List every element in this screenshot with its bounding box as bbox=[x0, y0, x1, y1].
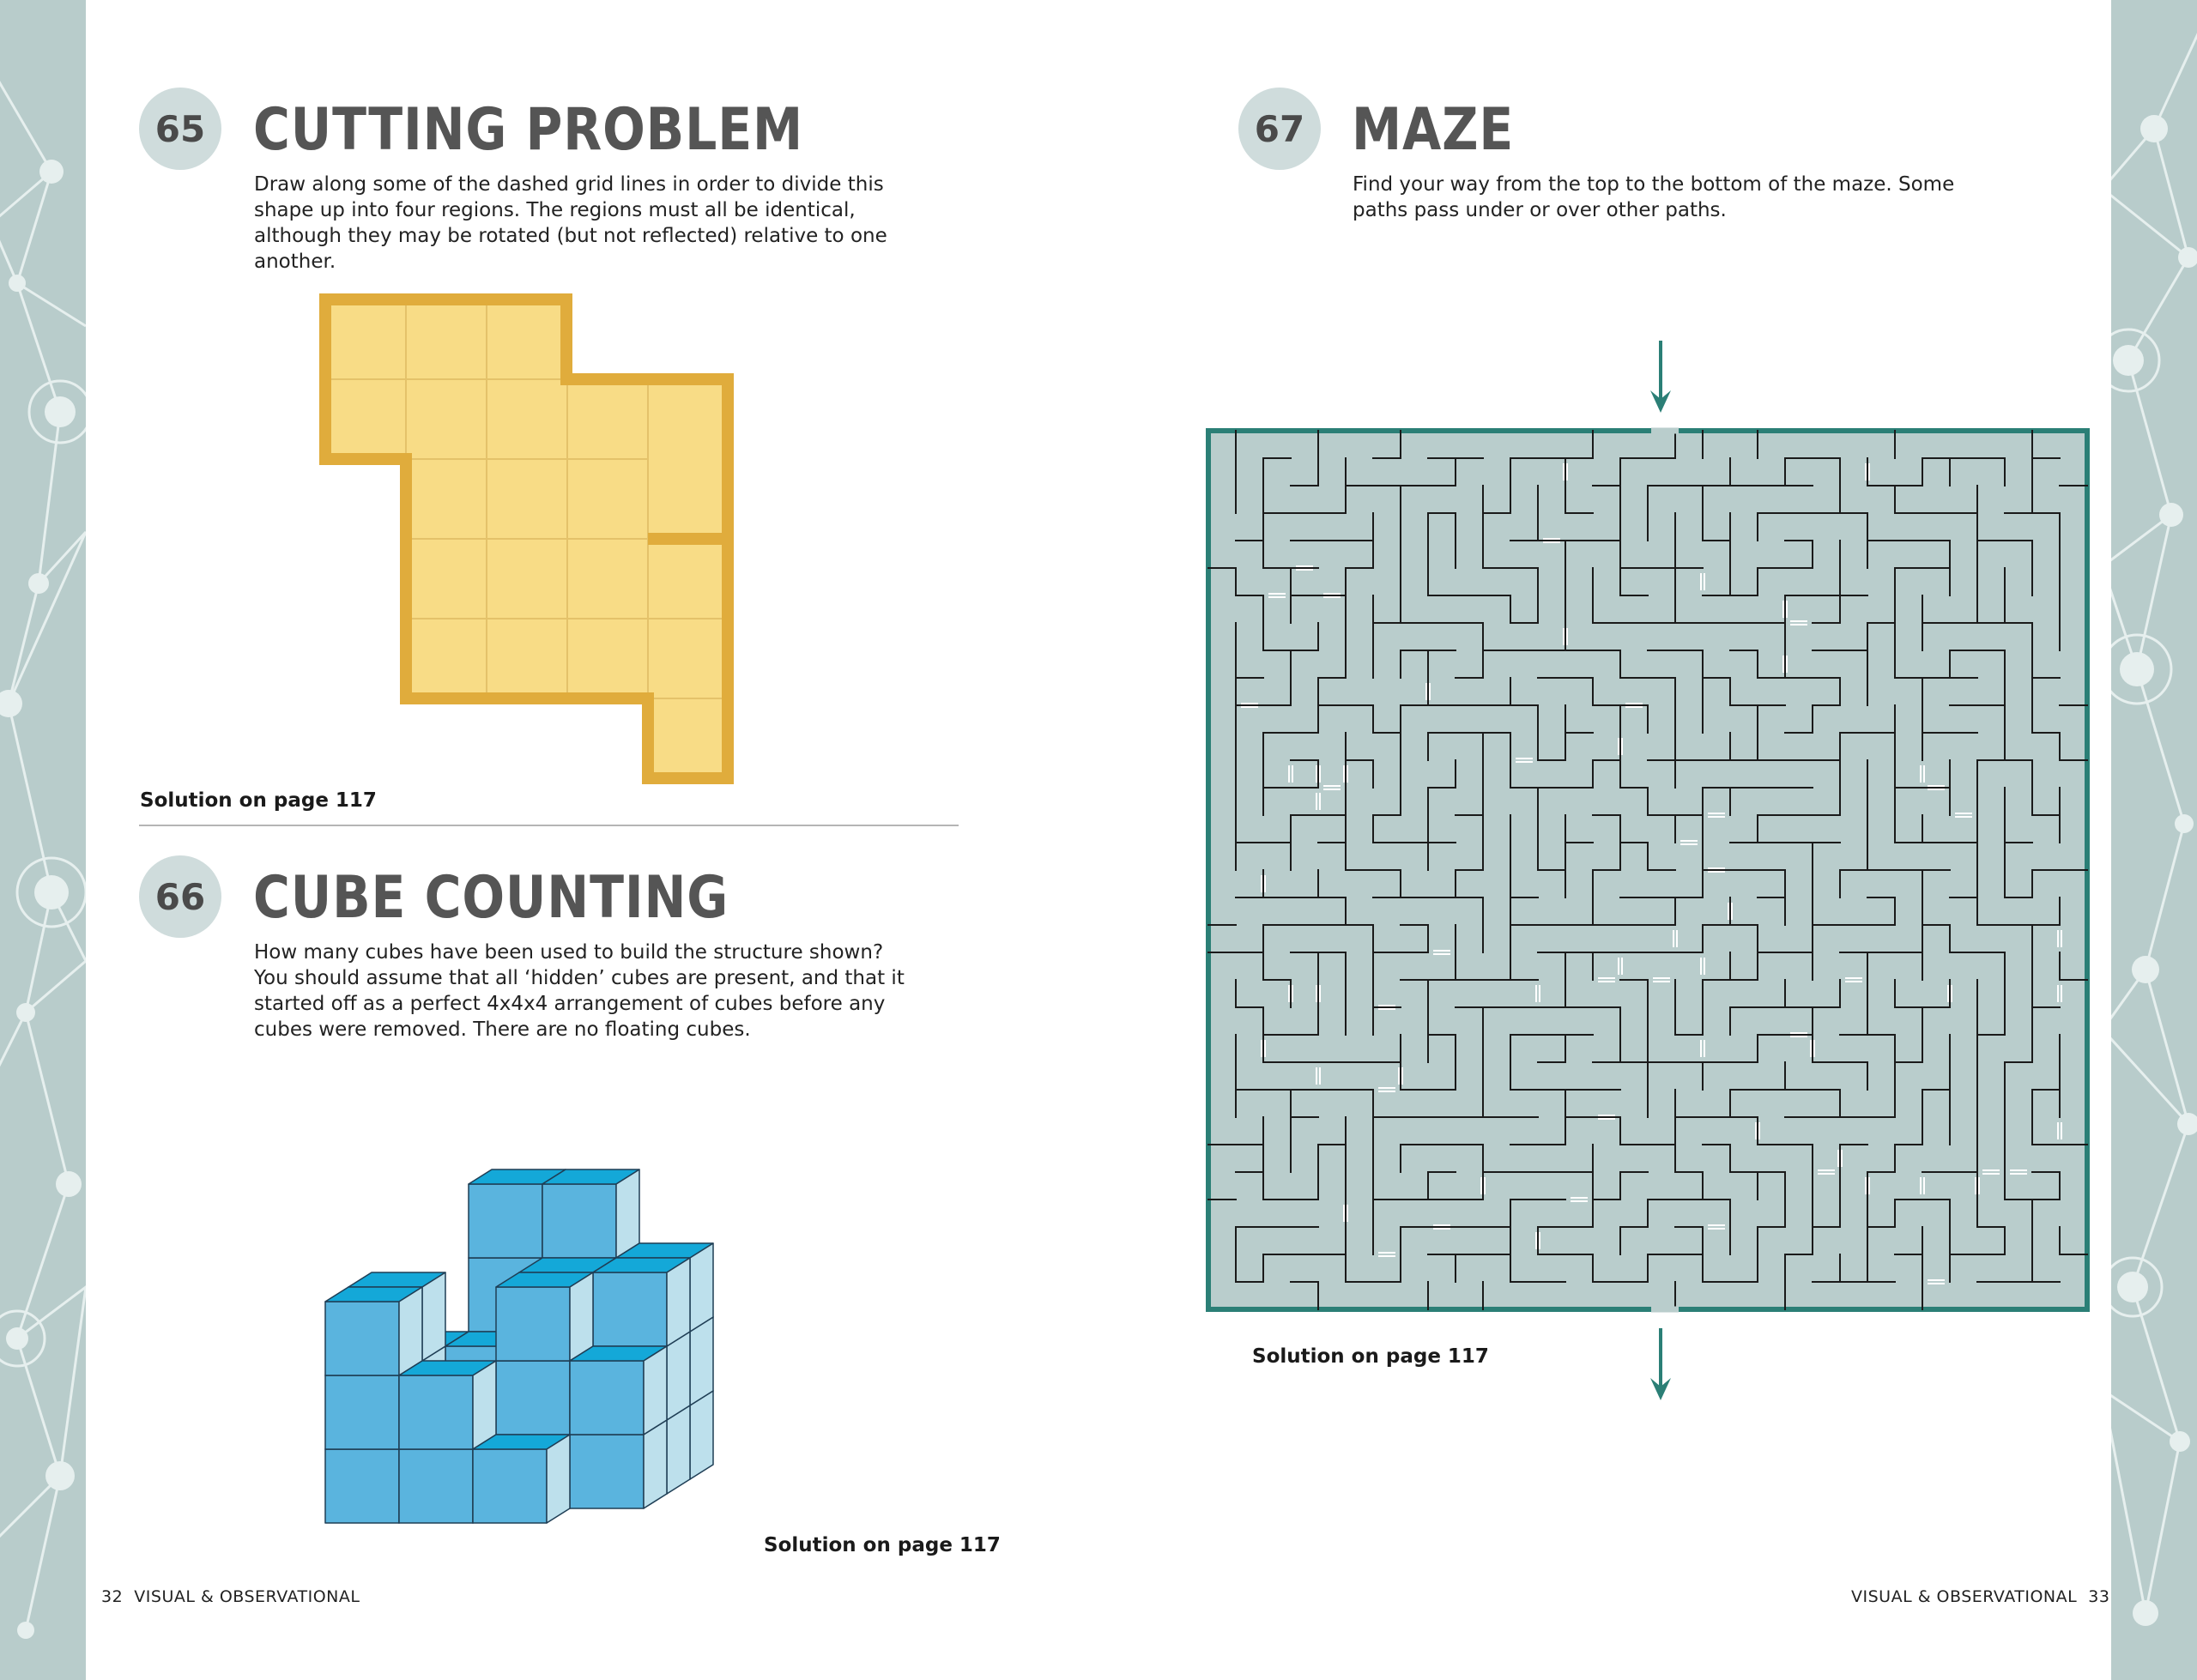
page-number-left: 32 bbox=[101, 1587, 124, 1606]
cube-face bbox=[570, 1435, 644, 1508]
cube-face bbox=[496, 1287, 570, 1361]
puzzle-description-67: Find your way from the top to the bottom of the maze. Some paths pass under or over other paths. bbox=[1353, 173, 1955, 221]
puzzle-title-cube-counting: CUBE COUNTING bbox=[253, 864, 729, 932]
cube-face bbox=[690, 1317, 713, 1405]
puzzle-number-65: 65 bbox=[139, 88, 221, 170]
cube-face bbox=[570, 1272, 593, 1361]
maze bbox=[1205, 427, 2091, 1313]
puzzle-number-67: 67 bbox=[1238, 88, 1321, 170]
cube-face bbox=[690, 1243, 713, 1332]
cube-face bbox=[616, 1169, 639, 1258]
solution-note-66: Solution on page 117 bbox=[764, 1534, 1001, 1556]
maze-exit-arrow-icon bbox=[1643, 1326, 1678, 1404]
cube-face bbox=[593, 1272, 667, 1346]
cube-face bbox=[690, 1391, 713, 1479]
solution-note-65: Solution on page 117 bbox=[140, 789, 377, 812]
cube-face bbox=[399, 1375, 473, 1449]
maze-entry-arrow-icon bbox=[1643, 339, 1678, 416]
footer-right bbox=[1851, 1587, 2109, 1606]
section-name-left: VISUAL & OBSERVATIONAL bbox=[134, 1587, 360, 1606]
cube-face bbox=[644, 1420, 667, 1508]
cube-face bbox=[667, 1258, 690, 1346]
footer-left bbox=[101, 1587, 360, 1606]
network-pattern-right bbox=[2111, 0, 2197, 1680]
section-name-right: VISUAL & OBSERVATIONAL bbox=[1851, 1587, 2078, 1606]
cube-face bbox=[570, 1361, 644, 1435]
cube-face bbox=[422, 1272, 445, 1361]
cube-face bbox=[542, 1184, 616, 1258]
network-pattern-left bbox=[0, 0, 86, 1680]
puzzle-number-66: 66 bbox=[139, 855, 221, 938]
cube-face bbox=[325, 1302, 399, 1375]
solution-note-67: Solution on page 117 bbox=[1252, 1345, 1489, 1368]
cube-face bbox=[399, 1449, 473, 1523]
cube-face bbox=[473, 1449, 547, 1523]
puzzle-title-cutting-problem: CUTTING PROBLEM bbox=[253, 96, 804, 164]
left-decorative-panel bbox=[0, 0, 86, 1680]
page-number-right: 33 bbox=[2088, 1587, 2110, 1606]
cube-face bbox=[667, 1332, 690, 1420]
cutting-problem-shape bbox=[318, 292, 738, 789]
cube-face bbox=[667, 1405, 690, 1494]
cube-face bbox=[469, 1184, 542, 1258]
puzzle-description-65: Draw along some of the dashed grid lines in order to divide this shape up into four regions. The regions must all be identical, although they may be rotated (but not reflected) relative to one another. bbox=[254, 173, 887, 273]
right-decorative-panel bbox=[2111, 0, 2197, 1680]
cube-face bbox=[399, 1287, 422, 1375]
cube-face bbox=[496, 1361, 570, 1435]
cube-face bbox=[325, 1375, 399, 1449]
cube-face bbox=[473, 1361, 496, 1449]
cube-face bbox=[644, 1346, 667, 1435]
puzzle-title-maze: MAZE bbox=[1352, 96, 1515, 164]
cube-structure bbox=[318, 1064, 781, 1527]
section-divider bbox=[139, 825, 959, 826]
puzzle-description-66: How many cubes have been used to build the structure shown? You should assume that all ‘hidden’ cubes are present, and that it started off as a perfect 4x4x4 arrangement of cubes before any cubes were removed. There are no floating cubes. bbox=[254, 941, 905, 1041]
cube-face bbox=[547, 1435, 570, 1523]
cube-face bbox=[325, 1449, 399, 1523]
